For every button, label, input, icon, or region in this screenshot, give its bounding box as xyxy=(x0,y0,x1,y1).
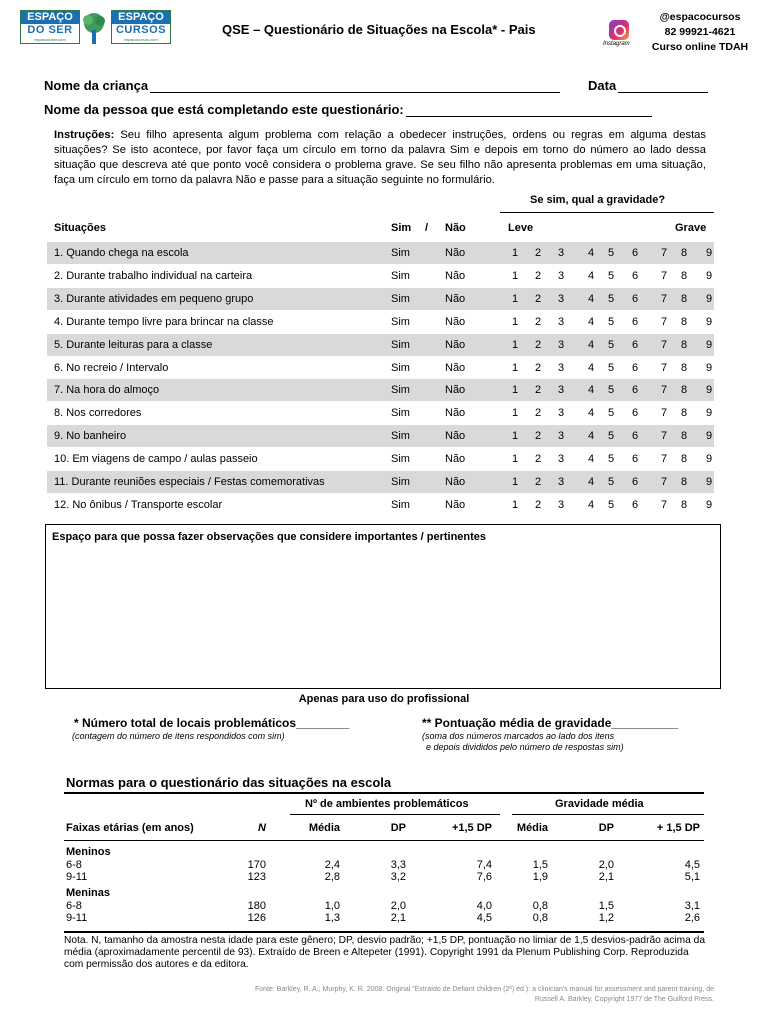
logo2-url: espacocursos.com xyxy=(124,37,158,42)
situation-label: 1. Quando chega na escola xyxy=(54,247,189,259)
norms-cell: 3,3 xyxy=(390,859,406,871)
severity-option[interactable]: 2 xyxy=(534,453,542,466)
severity-option[interactable]: 1 xyxy=(511,430,519,443)
severity-option[interactable]: 2 xyxy=(534,498,542,511)
severity-option[interactable]: 8 xyxy=(680,498,688,511)
situation-label: 11. Durante reuniões especiais / Festas comemorativas xyxy=(54,476,325,488)
severity-option[interactable]: 1 xyxy=(511,292,519,305)
severity-option[interactable]: 9 xyxy=(705,453,713,466)
norms-cell: 4,5 xyxy=(476,912,492,924)
col-sim: Sim xyxy=(391,222,412,234)
norms-cell: 0,8 xyxy=(532,912,548,924)
severity-option[interactable]: 1 xyxy=(511,384,519,397)
severity-option[interactable]: 1 xyxy=(511,453,519,466)
severity-option[interactable]: 4 xyxy=(587,338,595,351)
norms-cell: 0,8 xyxy=(532,900,548,912)
severity-option[interactable]: 3 xyxy=(557,269,565,282)
severity-divider xyxy=(500,212,714,213)
severity-option[interactable]: 6 xyxy=(631,315,639,328)
severity-option[interactable]: 8 xyxy=(680,430,688,443)
severity-option[interactable]: 1 xyxy=(511,269,519,282)
severity-option[interactable]: 9 xyxy=(705,292,713,305)
norms-title: Normas para o questionário das situações na escola xyxy=(66,775,392,790)
total-locations-note: (contagem do número de itens respondidos com sim) xyxy=(72,731,285,741)
severity-option[interactable]: 2 xyxy=(534,407,542,420)
source-citation: Fonte: Barkley, R. A.; Murphy, K. R. 2008. Original "Extraído de Defiant children (2ª) ed.): a clinician's manual for assessment and parent training, de Russell A. Barkley. Copyright 1977 de The Guilford Press. xyxy=(254,986,714,1003)
severity-option[interactable]: 9 xyxy=(705,498,713,511)
norms-group1: Nº de ambientes problemáticos xyxy=(305,798,469,810)
severity-option[interactable]: 2 xyxy=(534,476,542,488)
contact-info xyxy=(640,10,760,55)
severity-option[interactable]: 2 xyxy=(534,292,542,305)
situation-label: 2. Durante trabalho individual na carteira xyxy=(54,269,253,282)
severity-option[interactable]: 9 xyxy=(705,476,713,488)
norms-group2-rule xyxy=(512,814,704,815)
table-row xyxy=(47,288,714,310)
severity-option[interactable]: 8 xyxy=(680,407,688,420)
table-row xyxy=(47,471,714,493)
answer-sim[interactable]: Sim xyxy=(391,269,410,282)
completer-field xyxy=(44,102,652,117)
table-row xyxy=(47,494,714,516)
severity-option[interactable]: 3 xyxy=(557,361,565,374)
table-row xyxy=(47,311,714,333)
severity-option[interactable]: 3 xyxy=(557,315,565,328)
severity-option[interactable]: 5 xyxy=(607,407,615,420)
severity-option[interactable]: 4 xyxy=(587,476,595,488)
severity-option[interactable]: 7 xyxy=(660,361,668,374)
professional-title: Apenas para uso do profissional xyxy=(298,693,470,705)
severity-option[interactable]: 9 xyxy=(705,247,713,259)
severity-option[interactable]: 8 xyxy=(680,361,688,374)
situation-label: 7. Na hora do almoço xyxy=(54,384,160,397)
severity-option[interactable]: 5 xyxy=(607,338,615,351)
norms-cell: 2,6 xyxy=(684,912,700,924)
col-slash: / xyxy=(425,222,429,234)
answer-nao[interactable]: Não xyxy=(445,247,466,259)
severity-option[interactable]: 3 xyxy=(557,453,565,466)
norms-girls-label: Meninas xyxy=(66,887,111,899)
norms-cell: 1,5 xyxy=(598,900,614,912)
severity-option[interactable]: 5 xyxy=(607,315,615,328)
severity-option[interactable]: 6 xyxy=(631,338,639,351)
norms-cell: 2,0 xyxy=(390,900,406,912)
table-row xyxy=(47,265,714,287)
answer-sim[interactable]: Sim xyxy=(391,407,410,420)
severity-option[interactable]: 9 xyxy=(705,315,713,328)
col-nao: Não xyxy=(445,222,466,234)
col-grave: Grave xyxy=(675,222,707,234)
severity-option[interactable]: 2 xyxy=(534,430,542,443)
severity-option[interactable]: 8 xyxy=(680,292,688,305)
severity-option[interactable]: 8 xyxy=(680,384,688,397)
logo1-top: ESPAÇO xyxy=(21,11,79,24)
norms-group1-rule xyxy=(290,814,500,815)
norms-header-cell: Faixas etárias (em anos) xyxy=(66,822,194,834)
severity-option[interactable]: 8 xyxy=(680,453,688,466)
norms-cell: 7,6 xyxy=(476,871,492,883)
severity-option[interactable]: 1 xyxy=(511,476,519,488)
col-situations: Situações xyxy=(54,222,106,234)
severity-option[interactable]: 4 xyxy=(587,498,595,511)
contact-course: Curso online TDAH xyxy=(651,41,749,53)
severity-option[interactable]: 1 xyxy=(511,498,519,511)
norms-cell: 4,0 xyxy=(476,900,492,912)
total-locations-label: * Número total de locais problemáticos________ xyxy=(74,716,350,730)
child-name-label: Nome da criança xyxy=(44,78,149,93)
severity-option[interactable]: 7 xyxy=(660,269,668,282)
severity-option[interactable]: 5 xyxy=(607,247,615,259)
norms-header-cell: Média xyxy=(308,822,340,834)
severity-option[interactable]: 7 xyxy=(660,338,668,351)
logo1-bottom: DO SER xyxy=(27,24,73,36)
severity-option[interactable]: 7 xyxy=(660,247,668,259)
norms-footnote: Nota. N, tamanho da amostra nesta idade para este gênero; DP, desvio padrão; +1,5 DP, pontuação no limiar de 1,5 desvios-padrão acima da média (aproximadamente percentil de 93). Extraído de Breen e Altepeter (1991). Copyright 1991 da Plenum Publishing Corp. Reproduzida com permissão dos autores e da editora. xyxy=(64,935,705,970)
table-row xyxy=(47,402,714,424)
child-name-field xyxy=(44,78,560,93)
norms-cell: 9-11 xyxy=(66,912,88,924)
severity-option[interactable]: 8 xyxy=(680,247,688,259)
severity-option[interactable]: 1 xyxy=(511,407,519,420)
severity-option[interactable]: 5 xyxy=(607,476,615,488)
severity-option[interactable]: 3 xyxy=(557,476,565,488)
severity-option[interactable]: 7 xyxy=(660,430,668,443)
severity-option[interactable]: 3 xyxy=(557,430,565,443)
severity-option[interactable]: 8 xyxy=(680,338,688,351)
norms-cell: 170 xyxy=(247,859,266,871)
answer-nao[interactable]: Não xyxy=(445,338,466,351)
severity-option[interactable]: 4 xyxy=(587,430,595,443)
completer-label: Nome da pessoa que está completando este questionário: xyxy=(44,102,404,117)
norms-cell: 1,9 xyxy=(532,871,548,883)
tree-icon xyxy=(80,12,108,46)
table-row xyxy=(47,448,714,470)
severity-option[interactable]: 6 xyxy=(631,498,639,511)
severity-option[interactable]: 6 xyxy=(631,247,639,259)
logo2-top: ESPAÇO xyxy=(112,11,170,24)
severity-option[interactable]: 9 xyxy=(705,269,713,282)
date-line[interactable] xyxy=(618,81,708,93)
situation-label: 6. No recreio / Intervalo xyxy=(54,361,169,374)
severity-option[interactable]: 3 xyxy=(557,292,565,305)
severity-option[interactable]: 8 xyxy=(680,476,688,488)
contact-phone: 82 99921-4621 xyxy=(664,26,736,38)
norms-cell: 123 xyxy=(247,871,266,883)
norms-bottom-rule xyxy=(64,931,704,933)
answer-nao[interactable]: Não xyxy=(445,453,466,466)
severity-option[interactable]: 1 xyxy=(511,247,519,259)
severity-option[interactable]: 1 xyxy=(511,338,519,351)
situation-label: 3. Durante atividades em pequeno grupo xyxy=(54,292,254,305)
answer-nao[interactable]: Não xyxy=(445,384,466,397)
logo2-bottom: CURSOS xyxy=(115,24,167,36)
logo1-url: espacodoser.com xyxy=(34,37,66,42)
answer-nao[interactable]: Não xyxy=(445,430,466,443)
situation-label: 10. Em viagens de campo / aulas passeio xyxy=(54,453,258,466)
answer-sim[interactable]: Sim xyxy=(391,498,410,511)
instagram-icon xyxy=(609,20,629,40)
severity-option[interactable]: 6 xyxy=(631,407,639,420)
norms-cell: 2,4 xyxy=(324,859,340,871)
table-row xyxy=(47,334,714,356)
contact-handle: @espacocursos xyxy=(659,11,741,23)
severity-option[interactable]: 8 xyxy=(680,269,688,282)
severity-option[interactable]: 8 xyxy=(680,315,688,328)
severity-option[interactable]: 4 xyxy=(587,384,595,397)
norms-header-cell: DP xyxy=(598,822,614,834)
severity-option[interactable]: 2 xyxy=(534,361,542,374)
norms-cell: 2,1 xyxy=(598,871,614,883)
answer-sim[interactable]: Sim xyxy=(391,384,410,397)
norms-cell: 126 xyxy=(247,912,266,924)
severity-option[interactable]: 2 xyxy=(534,384,542,397)
answer-nao[interactable]: Não xyxy=(445,407,466,420)
norms-group2: Gravidade média xyxy=(555,798,644,810)
norms-header-cell: +1,5 DP xyxy=(451,822,492,834)
answer-nao[interactable]: Não xyxy=(445,315,466,328)
norms-header-cell: DP xyxy=(390,822,406,834)
norms-header-cell: Média xyxy=(516,822,548,834)
answer-nao[interactable]: Não xyxy=(445,476,466,488)
situation-label: 4. Durante tempo livre para brincar na classe xyxy=(54,315,274,328)
answer-sim[interactable]: Sim xyxy=(391,430,410,443)
observations-box[interactable] xyxy=(45,524,721,689)
norms-cell: 2,1 xyxy=(390,912,406,924)
severity-option[interactable]: 2 xyxy=(534,247,542,259)
norms-cell: 3,1 xyxy=(684,900,700,912)
severity-option[interactable]: 5 xyxy=(607,384,615,397)
norms-cell: 9-11 xyxy=(66,871,88,883)
col-leve: Leve xyxy=(508,222,534,234)
norms-header-rule xyxy=(64,840,704,841)
answer-sim[interactable]: Sim xyxy=(391,361,410,374)
norms-cell: 1,2 xyxy=(598,912,614,924)
norms-cell: 1,3 xyxy=(324,912,340,924)
severity-option[interactable]: 9 xyxy=(705,338,713,351)
answer-sim[interactable]: Sim xyxy=(391,292,410,305)
table-row xyxy=(47,425,714,447)
norms-cell: 1,5 xyxy=(532,859,548,871)
severity-option[interactable]: 7 xyxy=(660,292,668,305)
severity-option[interactable]: 6 xyxy=(631,361,639,374)
answer-sim[interactable]: Sim xyxy=(391,453,410,466)
severity-option[interactable]: 7 xyxy=(660,407,668,420)
severity-question: Se sim, qual a gravidade? xyxy=(530,194,666,206)
answer-sim[interactable]: Sim xyxy=(391,338,410,351)
answer-nao[interactable]: Não xyxy=(445,498,466,511)
severity-option[interactable]: 3 xyxy=(557,338,565,351)
norms-cell: 180 xyxy=(247,900,266,912)
situation-label: 9. No banheiro xyxy=(54,430,127,443)
table-row xyxy=(47,357,714,379)
severity-option[interactable]: 5 xyxy=(607,292,615,305)
answer-sim[interactable]: Sim xyxy=(391,315,410,328)
average-severity-note-1: (soma dos números marcados ao lado dos itens xyxy=(422,731,615,741)
severity-option[interactable]: 6 xyxy=(631,292,639,305)
norms-cell: 2,8 xyxy=(324,871,340,883)
severity-option[interactable]: 6 xyxy=(631,269,639,282)
answer-nao[interactable]: Não xyxy=(445,292,466,305)
severity-option[interactable]: 4 xyxy=(587,315,595,328)
severity-option[interactable]: 3 xyxy=(557,498,565,511)
instructions xyxy=(54,128,706,188)
severity-option[interactable]: 4 xyxy=(587,361,595,374)
severity-option[interactable]: 6 xyxy=(631,453,639,466)
severity-option[interactable]: 4 xyxy=(587,269,595,282)
severity-option[interactable]: 9 xyxy=(705,384,713,397)
severity-option[interactable]: 9 xyxy=(705,430,713,443)
severity-option[interactable]: 7 xyxy=(660,476,668,488)
severity-option[interactable]: 4 xyxy=(587,407,595,420)
norms-cell: 6-8 xyxy=(66,859,82,871)
answer-nao[interactable]: Não xyxy=(445,361,466,374)
severity-option[interactable]: 2 xyxy=(534,315,542,328)
severity-option[interactable]: 7 xyxy=(660,315,668,328)
situation-label: 8. Nos corredores xyxy=(54,407,142,420)
severity-option[interactable]: 2 xyxy=(534,338,542,351)
severity-option[interactable]: 5 xyxy=(607,453,615,466)
espaco-do-ser-logo xyxy=(20,10,80,44)
date-field xyxy=(588,78,708,93)
norms-cell: 1,0 xyxy=(324,900,340,912)
severity-option[interactable]: 5 xyxy=(607,269,615,282)
completer-line[interactable] xyxy=(406,105,652,117)
severity-option[interactable]: 7 xyxy=(660,384,668,397)
answer-sim[interactable]: Sim xyxy=(391,247,410,259)
severity-option[interactable]: 3 xyxy=(557,407,565,420)
severity-option[interactable]: 2 xyxy=(534,269,542,282)
document-title: QSE – Questionário de Situações na Escola* - Pais xyxy=(222,22,536,37)
severity-option[interactable]: 6 xyxy=(631,476,639,488)
severity-option[interactable]: 1 xyxy=(511,361,519,374)
severity-option[interactable]: 5 xyxy=(607,361,615,374)
norms-cell: 5,1 xyxy=(684,871,700,883)
average-severity-label: ** Pontuação média de gravidade__________ xyxy=(422,716,679,730)
child-name-line[interactable] xyxy=(150,81,560,93)
severity-option[interactable]: 3 xyxy=(557,247,565,259)
severity-option[interactable]: 6 xyxy=(631,384,639,397)
instagram-label: Instagram xyxy=(603,41,630,47)
norms-cell: 6-8 xyxy=(66,900,82,912)
answer-sim[interactable]: Sim xyxy=(391,476,410,488)
table-row xyxy=(47,242,714,264)
severity-option[interactable]: 3 xyxy=(557,384,565,397)
norms-header-cell: N xyxy=(258,822,266,834)
severity-option[interactable]: 5 xyxy=(607,430,615,443)
average-severity-note-2: e depois divididos pelo número de respostas sim) xyxy=(426,742,624,752)
severity-option[interactable]: 6 xyxy=(631,430,639,443)
table-row xyxy=(47,379,714,401)
severity-option[interactable]: 4 xyxy=(587,453,595,466)
severity-option[interactable]: 1 xyxy=(511,315,519,328)
severity-option[interactable]: 7 xyxy=(660,498,668,511)
situation-label: 12. No ônibus / Transporte escolar xyxy=(54,498,223,511)
severity-option[interactable]: 9 xyxy=(705,407,713,420)
norms-cell: 7,4 xyxy=(476,859,492,871)
observations-label: Espaço para que possa fazer observações que considere importantes / pertinentes xyxy=(52,531,487,543)
instructions-heading: Instruções: xyxy=(54,129,115,141)
situation-label: 5. Durante leituras para a classe xyxy=(54,338,213,351)
severity-option[interactable]: 5 xyxy=(607,498,615,511)
severity-option[interactable]: 7 xyxy=(660,453,668,466)
norms-cell: 2,0 xyxy=(598,859,614,871)
date-label: Data xyxy=(588,78,617,93)
norms-cell: 4,5 xyxy=(684,859,700,871)
norms-boys-label: Meninos xyxy=(66,846,111,858)
severity-option[interactable]: 4 xyxy=(587,247,595,259)
norms-header-cell: + 1,5 DP xyxy=(656,822,700,834)
answer-nao[interactable]: Não xyxy=(445,269,466,282)
norms-cell: 3,2 xyxy=(390,871,406,883)
instructions-text: Seu filho apresenta algum problema com relação a obedecer instruções, ordens ou regras em alguma destas situações? Se isto acontece, por favor faça um círculo em torno da palavra Sim e depois em torno do número ao lado dessa situação que descreva até que ponto você considera o problema grave. Se seu filho não apresenta problemas em uma situação, faça um círculo em torno da palavra Não e passe para a situação seguinte no formulário. xyxy=(54,129,706,186)
severity-option[interactable]: 9 xyxy=(705,361,713,374)
norms-top-rule xyxy=(64,792,704,794)
espaco-cursos-logo xyxy=(111,10,171,44)
severity-option[interactable]: 4 xyxy=(587,292,595,305)
